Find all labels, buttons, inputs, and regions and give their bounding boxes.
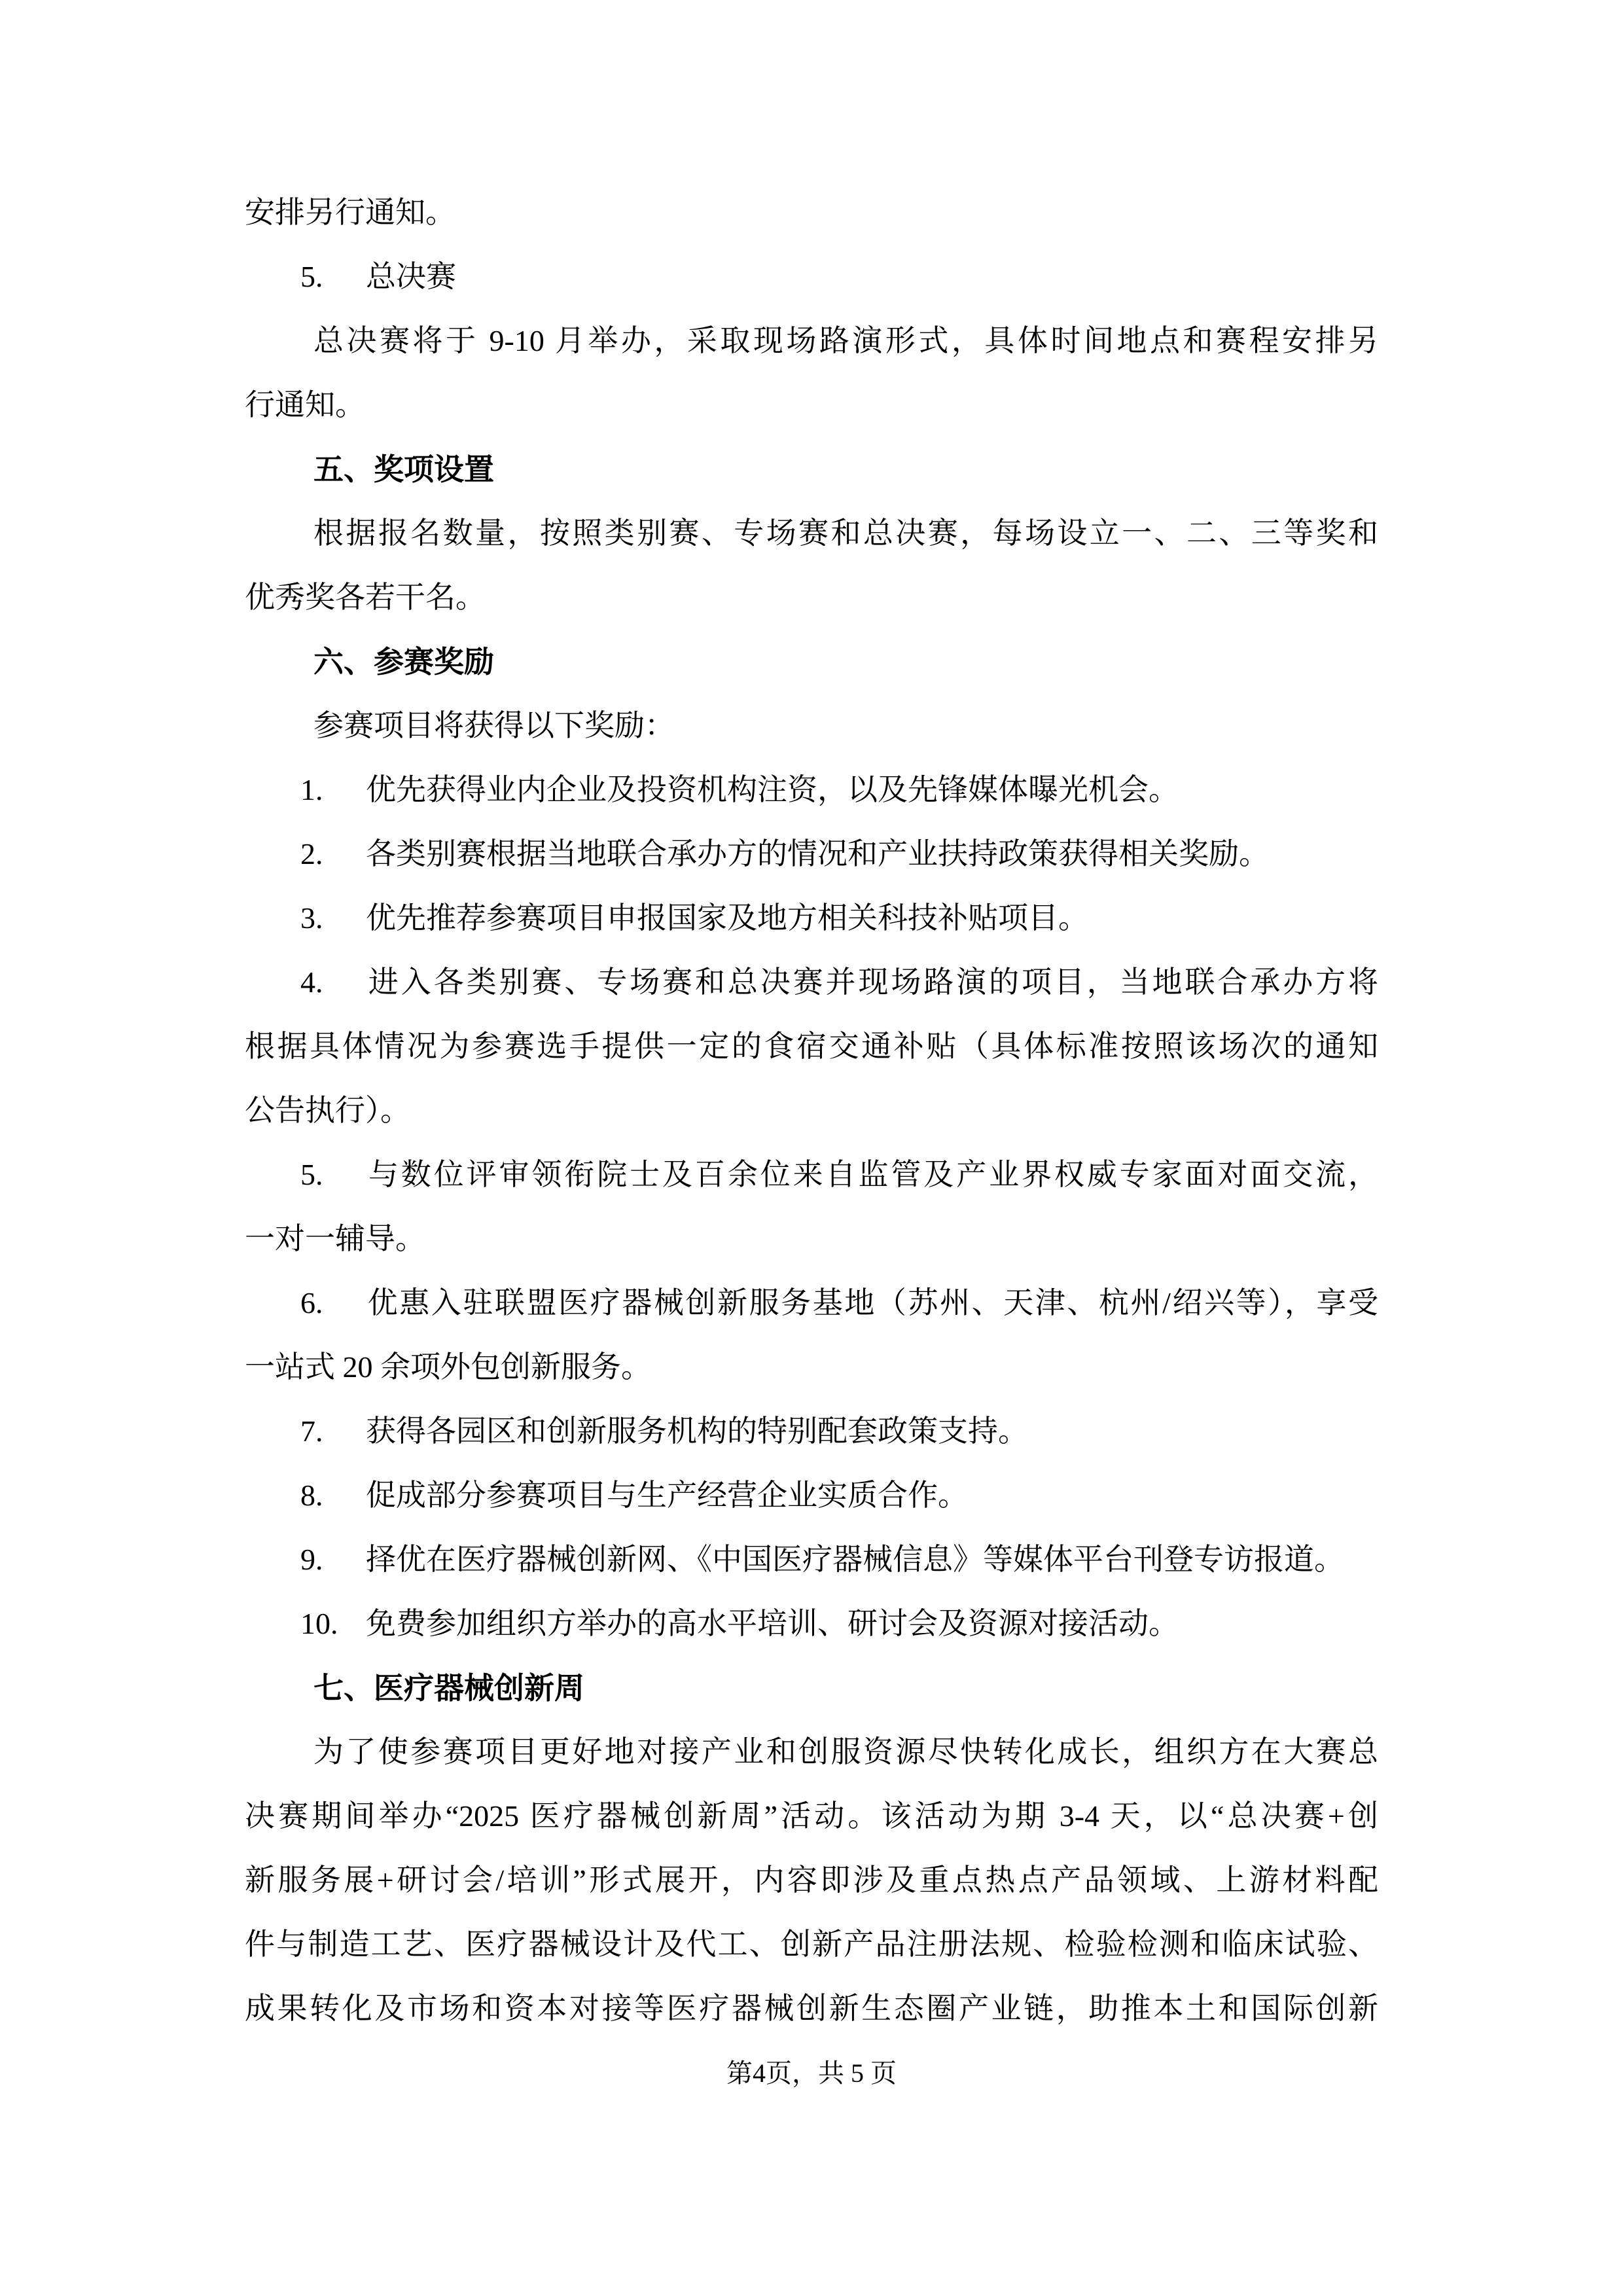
- line-text: 五、奖项设置: [313, 452, 494, 486]
- line-text: 各类别赛根据当地联合承办方的情况和产业扶持政策获得相关奖励。: [366, 837, 1269, 870]
- line-text: 行通知。: [245, 388, 365, 422]
- list-item-line: [245, 1143, 1378, 1207]
- list-number: 7.: [300, 1414, 323, 1448]
- paragraph-line: [245, 501, 1378, 565]
- line-text: 决赛期间举办“2025 医疗器械创新周”活动。该活动为期 3-4 天，以“总决赛+创: [245, 1799, 1378, 1833]
- line-text: 件与制造工艺、医疗器械设计及代工、创新产品注册法规、检验检测和临床试验、: [245, 1928, 1378, 1961]
- line-text: 总决赛: [366, 260, 456, 293]
- line-text: 获得各园区和创新服务机构的特别配套政策支持。: [366, 1414, 1028, 1448]
- line-text: 优先推荐参赛项目申报国家及地方相关科技补贴项目。: [366, 901, 1088, 935]
- list-item-line: [245, 1399, 1378, 1463]
- line-text: 免费参加组织方举办的高水平培训、研讨会及资源对接活动。: [366, 1607, 1179, 1640]
- line-text: 促成部分参赛项目与生产经营企业实质合作。: [366, 1479, 968, 1512]
- line-text: 参赛项目将获得以下奖励：: [313, 709, 675, 742]
- line-text: 进入各类别赛、专场赛和总决赛并现场路演的项目，当地联合承办方将: [366, 965, 1378, 999]
- list-number: 4.: [300, 965, 323, 999]
- line-text: 择优在医疗器械创新网、《中国医疗器械信息》等媒体平台刊登专访报道。: [366, 1543, 1344, 1576]
- list-number: 3.: [300, 901, 323, 935]
- line-text: 一站式 20 余项外包创新服务。: [245, 1350, 651, 1384]
- list-item-line: [245, 1528, 1378, 1592]
- line-text: 优先获得业内企业及投资机构注资，以及先锋媒体曝光机会。: [366, 773, 1179, 806]
- list-number: 10.: [300, 1607, 338, 1640]
- list-number: 6.: [300, 1286, 323, 1319]
- paragraph-line: [245, 694, 1378, 758]
- line-text: 与数位评审领衔院士及百余位来自监管及产业界权威专家面对面交流，: [366, 1158, 1378, 1191]
- list-number: 5.: [300, 260, 323, 293]
- section-heading: [245, 630, 1378, 694]
- section-heading: [245, 1656, 1378, 1720]
- list-item-line: [245, 1592, 1378, 1656]
- list-number: 1.: [300, 773, 323, 806]
- paragraph-line: [245, 181, 1378, 245]
- page-footer: 第4页，共 5 页: [726, 2058, 897, 2088]
- paragraph-line: [245, 1335, 1378, 1399]
- line-text: 根据具体情况为参赛选手提供一定的食宿交通补贴（具体标准按照该场次的通知: [245, 1030, 1378, 1063]
- line-text: 安排另行通知。: [245, 196, 455, 229]
- paragraph-line: [245, 1014, 1378, 1079]
- paragraph-line: [245, 565, 1378, 630]
- line-text: 一对一辅导。: [245, 1222, 425, 1255]
- paragraph-line: [245, 1912, 1378, 1977]
- list-item-line: [245, 1271, 1378, 1335]
- paragraph-line: [245, 1079, 1378, 1143]
- line-text: 六、参赛奖励: [313, 645, 494, 679]
- list-item-line: [245, 245, 1378, 309]
- list-item-line: [245, 758, 1378, 822]
- list-number: 5.: [300, 1158, 323, 1191]
- line-text: 公告执行）。: [245, 1094, 410, 1127]
- list-number: 8.: [300, 1479, 323, 1512]
- paragraph-line: [245, 373, 1378, 437]
- section-heading: [245, 437, 1378, 501]
- paragraph-line: [245, 1784, 1378, 1848]
- list-number: 2.: [300, 837, 323, 870]
- line-text: 成果转化及市场和资本对接等医疗器械创新生态圈产业链，助推本土和国际创新: [245, 1992, 1378, 2025]
- line-text: 七、医疗器械创新周: [313, 1671, 584, 1705]
- list-item-line: [245, 886, 1378, 950]
- list-number: 9.: [300, 1543, 323, 1576]
- paragraph-line: [245, 1720, 1378, 1784]
- paragraph-line: [245, 1207, 1378, 1271]
- paragraph-line: [245, 309, 1378, 373]
- list-item-line: [245, 822, 1378, 886]
- list-item-line: [245, 1463, 1378, 1528]
- line-text: 根据报名数量，按照类别赛、专场赛和总决赛，每场设立一、二、三等奖和: [313, 516, 1378, 550]
- line-text: 为了使参赛项目更好地对接产业和创服资源尽快转化成长，组织方在大赛总: [313, 1735, 1378, 1768]
- line-text: 优惠入驻联盟医疗器械创新服务基地（苏州、天津、杭州/绍兴等），享受: [366, 1286, 1378, 1319]
- line-text: 总决赛将于 9-10 月举办，采取现场路演形式，具体时间地点和赛程安排另: [313, 324, 1378, 357]
- list-item-line: [245, 950, 1378, 1014]
- paragraph-line: [245, 1848, 1378, 1912]
- paragraph-line: [245, 1977, 1378, 2041]
- line-text: 优秀奖各若干名。: [245, 581, 486, 614]
- line-text: 新服务展+研讨会/培训”形式展开，内容即涉及重点热点产品领域、上游材料配: [245, 1863, 1378, 1897]
